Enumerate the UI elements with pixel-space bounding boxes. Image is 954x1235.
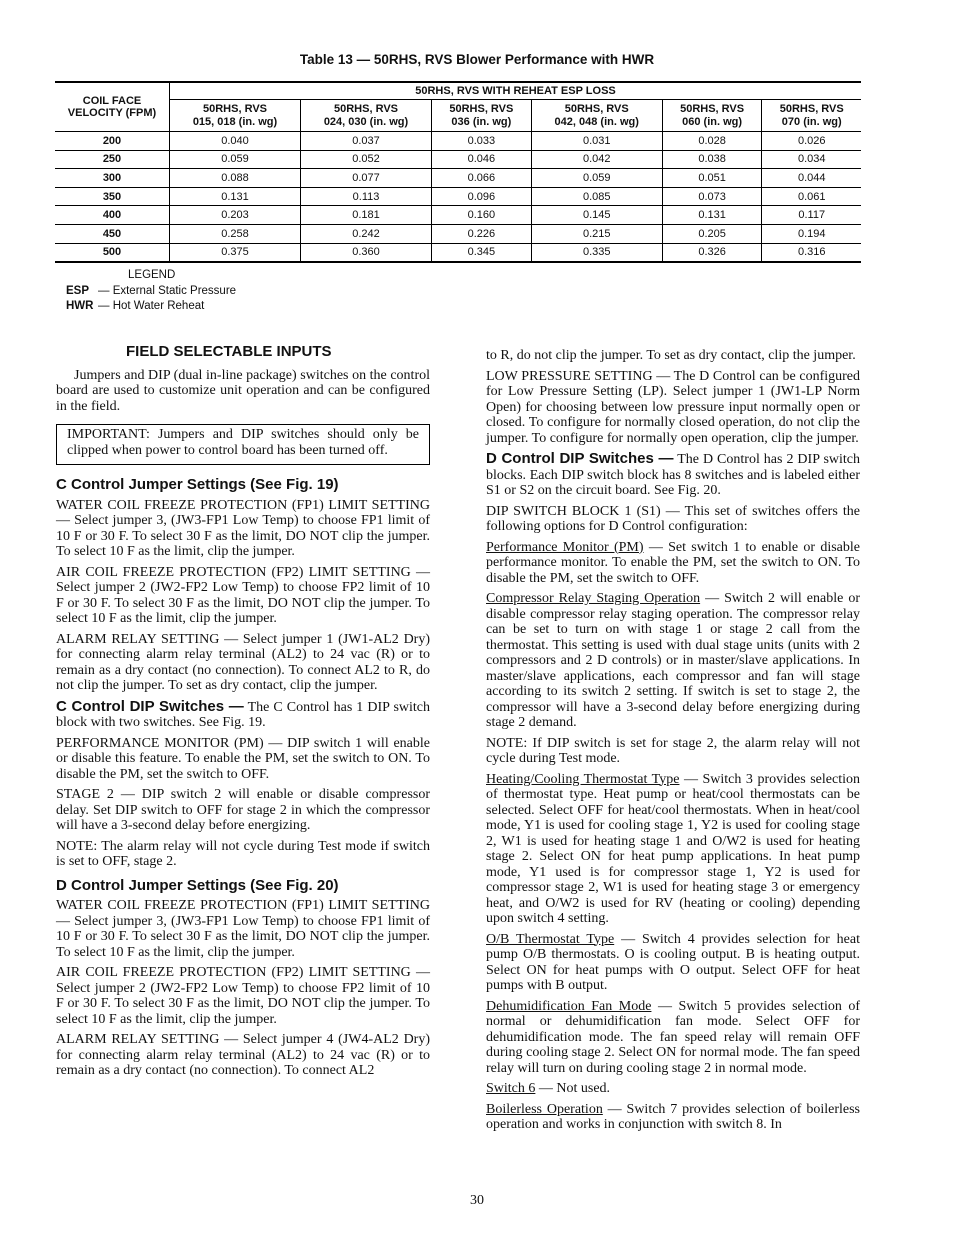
esp-loss-cell: 0.194 xyxy=(762,224,861,243)
option-label: Dehumidification Fan Mode xyxy=(486,998,652,1014)
note: NOTE: If DIP switch is set for stage 2, the alarm relay will not cycle during Test mode. xyxy=(486,735,860,766)
esp-loss-cell: 0.335 xyxy=(531,243,662,262)
esp-loss-cell: 0.326 xyxy=(662,243,762,262)
paragraph: WATER COIL FREEZE PROTECTION (FP1) LIMIT SETTING — Select jumper 3, (JW3-FP1 Low Temp) to choose FP1 limit of 10 F or 30 F. To select 30 F as the limit, DO NOT clip the jumper. To select 10 F as the limit, clip the jumper. xyxy=(56,497,430,559)
page-number: 30 xyxy=(470,1193,484,1208)
esp-loss-cell: 0.026 xyxy=(762,132,861,151)
legend xyxy=(66,268,236,315)
table-row xyxy=(55,224,861,243)
paragraph: Dehumidification Fan Mode — Switch 5 provides selection of normal or dehumidification fan mode. Select OFF for dehumidification mode. The fan speed relay will remain OFF during cooling stage 2. Select ON for normal mode. The fan speed relay will turn on during cooling stage 2 in normal mode. xyxy=(486,998,860,1076)
paragraph: Compressor Relay Staging Operation — Switch 2 will enable or disable compressor relay staging operation. The compressor relay can be set to turn on with stage 1 or stage 2 call from the thermostat. This setting is used with dual stage units (units with 2 compressors and 2 D controls) or in master/slave applications. In master/slave applications, each compressor and fan will stage according to its switch 2 setting. If switch is set to stage 2, the compressor will have a 3-second delay before energizing during stage 2 demand. xyxy=(486,591,860,730)
paragraph: WATER COIL FREEZE PROTECTION (FP1) LIMIT SETTING — Select jumper 3, (JW3-FP1 Low Temp) to choose FP1 limit of 10 F or 30 F. To select 30 F as the limit, DO NOT clip the jumper. To select 10 F as the limit, clip the jumper. xyxy=(56,898,430,960)
esp-loss-cell: 0.040 xyxy=(170,132,301,151)
esp-loss-cell: 0.145 xyxy=(531,206,662,225)
esp-loss-cell: 0.117 xyxy=(762,206,861,225)
esp-loss-cell: 0.113 xyxy=(301,187,432,206)
esp-loss-cell: 0.226 xyxy=(432,224,532,243)
velocity-cell: 500 xyxy=(55,243,170,262)
option-label: O/B Thermostat Type xyxy=(486,931,615,947)
esp-loss-cell: 0.085 xyxy=(531,187,662,206)
left-column xyxy=(56,342,430,1084)
table-row xyxy=(55,187,861,206)
esp-loss-cell: 0.052 xyxy=(301,150,432,169)
esp-loss-cell: 0.059 xyxy=(531,169,662,188)
esp-loss-cell: 0.038 xyxy=(662,150,762,169)
table-row xyxy=(55,150,861,169)
option-label: Compressor Relay Staging Operation xyxy=(486,591,701,606)
model-column-header: 50RHS, RVS 042, 048 (in. wg) xyxy=(531,100,662,132)
model-column-header: 50RHS, RVS 024, 030 (in. wg) xyxy=(301,100,432,132)
paragraph: STAGE 2 — DIP switch 2 will enable or disable compressor delay. Set DIP switch to OFF for stage 2 in which the compressor will have a 3-second delay before energizing. xyxy=(56,787,430,833)
note: NOTE: The alarm relay will not cycle during Test mode if switch is set to OFF, stage 2. xyxy=(56,838,430,869)
paragraph: AIR COIL FREEZE PROTECTION (FP2) LIMIT SETTING — Select jumper 2 (JW2-FP2 Low Temp) to choose FP2 limit of 10 F or 30 F. To select 30 F as the limit, DO NOT clip the jumper. To select 10 F as the limit, clip the jumper. xyxy=(56,564,430,626)
subsection-heading: D Control Jumper Settings (See Fig. 20) xyxy=(56,876,339,894)
option-label: Performance Monitor (PM) xyxy=(486,539,644,555)
esp-loss-cell: 0.061 xyxy=(762,187,861,206)
paragraph: O/B Thermostat Type — Switch 4 provides selection for heat pump O/B thermostats. O is cooling output. B is heating output. Select ON for heat pumps with O output. Select OFF for heat pumps with B output. xyxy=(486,931,860,993)
paragraph: ALARM RELAY SETTING — Select jumper 4 (JW4-AL2 Dry) for connecting alarm relay terminal (AL2) to 24 vac (R) or to remain as a dry contact (no connection). To connect AL2 xyxy=(56,1032,430,1078)
inline-heading: C Control DIP Switches — xyxy=(56,697,244,715)
esp-loss-cell: 0.037 xyxy=(301,132,432,151)
model-column-header: 50RHS, RVS 060 (in. wg) xyxy=(662,100,762,132)
velocity-cell: 350 xyxy=(55,187,170,206)
esp-loss-cell: 0.242 xyxy=(301,224,432,243)
esp-loss-cell: 0.360 xyxy=(301,243,432,262)
esp-loss-cell: 0.044 xyxy=(762,169,861,188)
velocity-cell: 200 xyxy=(55,132,170,151)
paragraph: AIR COIL FREEZE PROTECTION (FP2) LIMIT SETTING — Select jumper 2 (JW2-FP2 Low Temp) to choose FP2 limit of 10 F or 30 F. To select 30 F as the limit, DO NOT clip the jumper. To select 10 F as the limit, clip the jumper. xyxy=(56,965,430,1027)
paragraph: DIP SWITCH BLOCK 1 (S1) — This set of switches offers the following options for D Control configuration: xyxy=(486,503,860,534)
esp-loss-cell: 0.345 xyxy=(432,243,532,262)
paragraph: ALARM RELAY SETTING — Select jumper 1 (JW1-AL2 Dry) for connecting alarm relay terminal (AL2) to 24 vac (R) or to remain as a dry contact (no connection). To connect AL2 to R, do not clip the jumper. To set as dry contact, clip the jumper. xyxy=(56,631,430,693)
subsection-heading: C Control Jumper Settings (See Fig. 19) xyxy=(56,476,339,493)
esp-loss-cell: 0.031 xyxy=(531,132,662,151)
esp-loss-cell: 0.042 xyxy=(531,150,662,169)
table-row xyxy=(55,243,861,262)
esp-loss-cell: 0.059 xyxy=(170,150,301,169)
paragraph: PERFORMANCE MONITOR (PM) — DIP switch 1 will enable or disable this feature. To enable the PM, set the switch to ON. To disable the PM, set the switch to OFF. xyxy=(56,735,430,782)
esp-loss-cell: 0.028 xyxy=(662,132,762,151)
legend-item: ESP — External Static Pressure xyxy=(66,284,237,297)
esp-loss-cell: 0.203 xyxy=(170,206,301,225)
coil-face-velocity-header: COIL FACE VELOCITY (FPM) xyxy=(55,82,170,132)
velocity-cell: 400 xyxy=(55,206,170,225)
paragraph: Jumpers and DIP (dual in-line package) switches on the control board are used to customize unit operation and can be configured in the field. xyxy=(56,367,430,414)
paragraph: Boilerless Operation — Switch 7 provides selection of boilerless operation and works in conjunction with switch 8. In xyxy=(486,1101,860,1132)
esp-loss-cell: 0.375 xyxy=(170,243,301,262)
esp-loss-cell: 0.096 xyxy=(432,187,532,206)
esp-loss-cell: 0.316 xyxy=(762,243,861,262)
esp-loss-cell: 0.073 xyxy=(662,187,762,206)
esp-loss-cell: 0.131 xyxy=(662,206,762,225)
esp-loss-cell: 0.034 xyxy=(762,150,861,169)
option-label: Switch 6 xyxy=(486,1081,536,1096)
inline-heading: D Control DIP Switches — xyxy=(486,450,674,467)
esp-loss-cell: 0.088 xyxy=(170,169,301,188)
section-heading: FIELD SELECTABLE INPUTS xyxy=(126,343,332,360)
paragraph: D Control DIP Switches — The D Control has 2 DIP switch blocks. Each DIP switch block has 8 switches and is labeled either S1 or S2 on the circuit board. See Fig. 20. xyxy=(486,450,860,498)
esp-loss-cell: 0.258 xyxy=(170,224,301,243)
legend-title: LEGEND xyxy=(128,269,176,281)
esp-loss-cell: 0.033 xyxy=(432,132,532,151)
model-column-header: 50RHS, RVS 015, 018 (in. wg) xyxy=(170,100,301,132)
paragraph: Performance Monitor (PM) — Set switch 1 to enable or disable performance monitor. To enable the PM, set the switch to ON. To disable the PM, set the switch to OFF. xyxy=(486,539,861,586)
important-notice: IMPORTANT: Jumpers and DIP switches should only be clipped when power to control board has been turned off. xyxy=(56,424,430,465)
esp-loss-cell: 0.215 xyxy=(531,224,662,243)
esp-loss-cell: 0.205 xyxy=(662,224,762,243)
model-column-header: 50RHS, RVS 070 (in. wg) xyxy=(762,100,861,132)
table-row xyxy=(55,206,861,225)
esp-loss-cell: 0.077 xyxy=(301,169,432,188)
esp-loss-cell: 0.131 xyxy=(170,187,301,206)
velocity-cell: 450 xyxy=(55,224,170,243)
esp-loss-cell: 0.181 xyxy=(301,206,432,225)
esp-loss-group-header: 50RHS, RVS WITH REHEAT ESP LOSS xyxy=(170,82,862,100)
paragraph: C Control DIP Switches — The C Control has 1 DIP switch block with two switches. See Fig. 19. xyxy=(56,697,430,730)
esp-loss-cell: 0.046 xyxy=(432,150,532,169)
velocity-cell: 250 xyxy=(55,150,170,169)
esp-loss-cell: 0.066 xyxy=(432,169,532,188)
paragraph: to R, do not clip the jumper. To set as dry contact, clip the jumper. xyxy=(486,348,856,363)
table-row xyxy=(55,132,861,151)
paragraph: LOW PRESSURE SETTING — The D Control can be configured for Low Pressure Setting (LP). Select jumper 1 (JW1-LP Norm Open) for choosing between low pressure input normally open or closed. To configure for normally closed operation, do not clip the jumper. To configure for normally open operation, clip the jumper. xyxy=(486,368,860,446)
right-column xyxy=(486,348,860,1138)
paragraph: Switch 6 — Not used. xyxy=(486,1081,611,1096)
esp-loss-cell: 0.160 xyxy=(432,206,532,225)
option-label: Heating/Cooling Thermostat Type xyxy=(486,771,680,787)
esp-loss-cell: 0.051 xyxy=(662,169,762,188)
paragraph: Heating/Cooling Thermostat Type — Switch 3 provides selection of thermostat type. Heat pump or heat/cool thermostats can be selected. Select OFF for heat/cool thermostats. When in heat/cool mode, Y1 is used for cooling stage 1, Y2 is used for cooling stage 2, W1 is used for heating stage 1 and O/W2 is used for heating stage 2. Select ON for heat pump applications. In heat pump mode, Y1 used is for compressor stage 1, Y2 is used for compressor stage 2, W1 is used for heating stage 3 or emergency heat, and O/W2 is used for RV (heating or cooling) depending upon switch 4 setting. xyxy=(486,771,860,926)
table-row xyxy=(55,169,861,188)
velocity-cell: 300 xyxy=(55,169,170,188)
table-title: Table 13 — 50RHS, RVS Blower Performance with HWR xyxy=(299,52,655,67)
model-column-header: 50RHS, RVS 036 (in. wg) xyxy=(432,100,532,132)
legend-item: HWR — Hot Water Reheat xyxy=(66,300,205,312)
option-label: Boilerless Operation xyxy=(486,1101,603,1117)
blower-performance-table xyxy=(55,81,861,263)
